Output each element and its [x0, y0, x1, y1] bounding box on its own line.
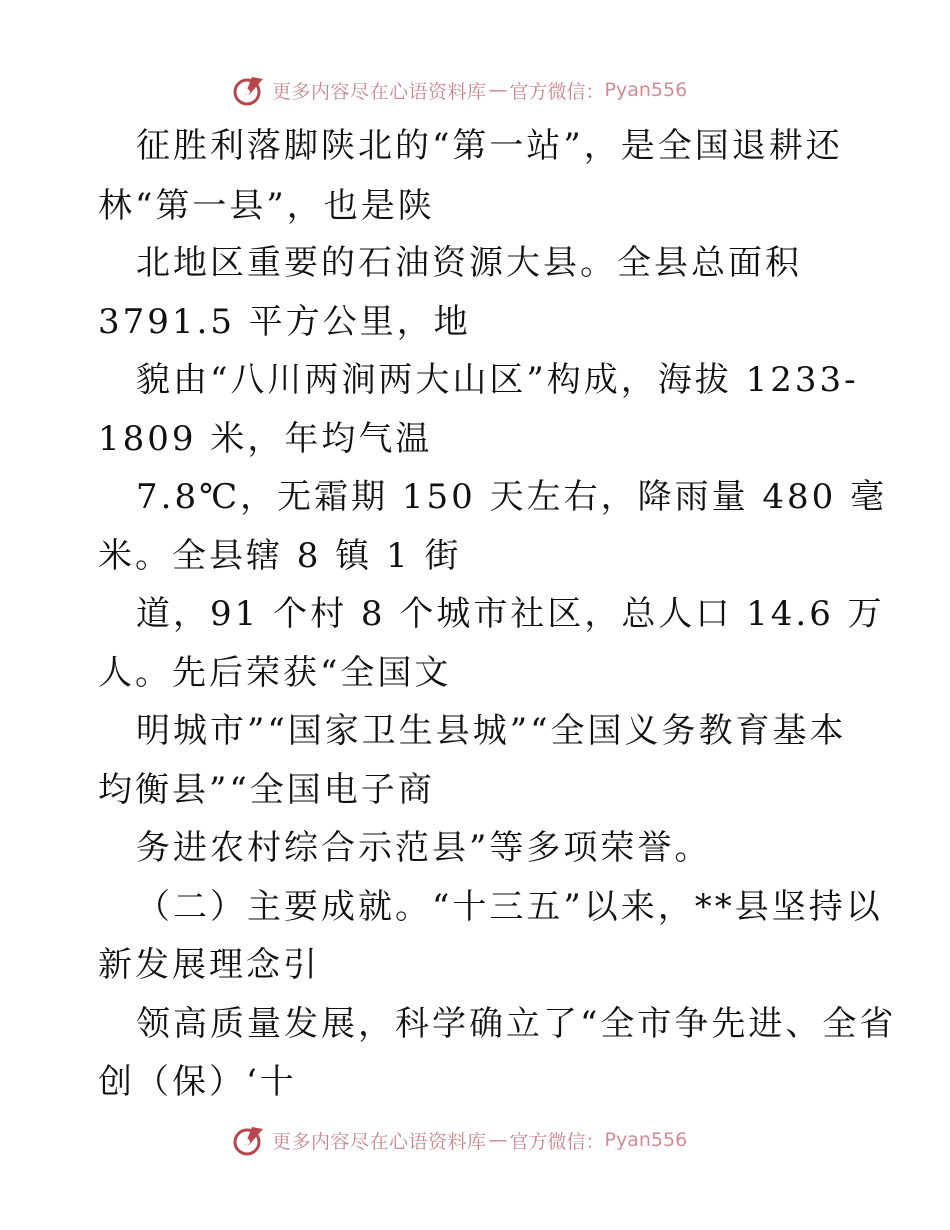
text-line: 创（保）‘十 [98, 1062, 297, 1102]
watermark-separator: — [488, 1129, 508, 1151]
text-line: 务进农村综合示范县”等多项荣誉。 [136, 828, 712, 868]
text-line: 人。先后荣获“全国文 [98, 653, 452, 693]
text-line: 道，91 个村 8 个城市社区，总人口 14.6 万 [136, 594, 885, 634]
text-line: 新发展理念引 [98, 945, 320, 985]
footer-watermark [232, 1120, 712, 1160]
text-line: 明城市”“国家卫生县城”“全国义务教育基本 [136, 711, 847, 751]
text-line: 北地区重要的石油资源大县。全县总面积 [136, 243, 802, 283]
text-line: 征胜利落脚陕北的“第一站”，是全国退耕还 [136, 126, 843, 166]
text-line: 貌由“八川两涧两大山区”构成，海拔 1233- [136, 360, 859, 400]
text-line: 1809 米，年均气温 [98, 419, 433, 459]
text-line: 7.8℃，无霜期 150 天左右，降雨量 480 毫 [136, 477, 888, 517]
watermark-contact-id: Pyan556 [604, 79, 688, 101]
text-line: 米。全县辖 8 镇 1 街 [98, 536, 462, 576]
watermark-main-text: 更多内容尽在心语资料库 [272, 1130, 487, 1153]
watermark-separator: — [488, 79, 508, 101]
text-line: 领高质量发展，科学确立了“全市争先进、全省 [136, 1004, 897, 1044]
text-line: 均衡县”“全国电子商 [98, 770, 435, 810]
text-line: 林“第一县”，也是陕 [98, 186, 435, 226]
watermark-main-text: 更多内容尽在心语资料库 [272, 80, 487, 103]
watermark-contact-label: 官方微信： [509, 80, 605, 103]
watermark-contact-id: Pyan556 [604, 1129, 688, 1151]
text-line: 3791.5 平方公里，地 [98, 302, 471, 342]
watermark-contact-label: 官方微信： [509, 1130, 605, 1153]
text-line: （二）主要成就。“十三五”以来，**县坚持以 [136, 887, 883, 927]
pen-circle-logo-icon [232, 1123, 266, 1157]
